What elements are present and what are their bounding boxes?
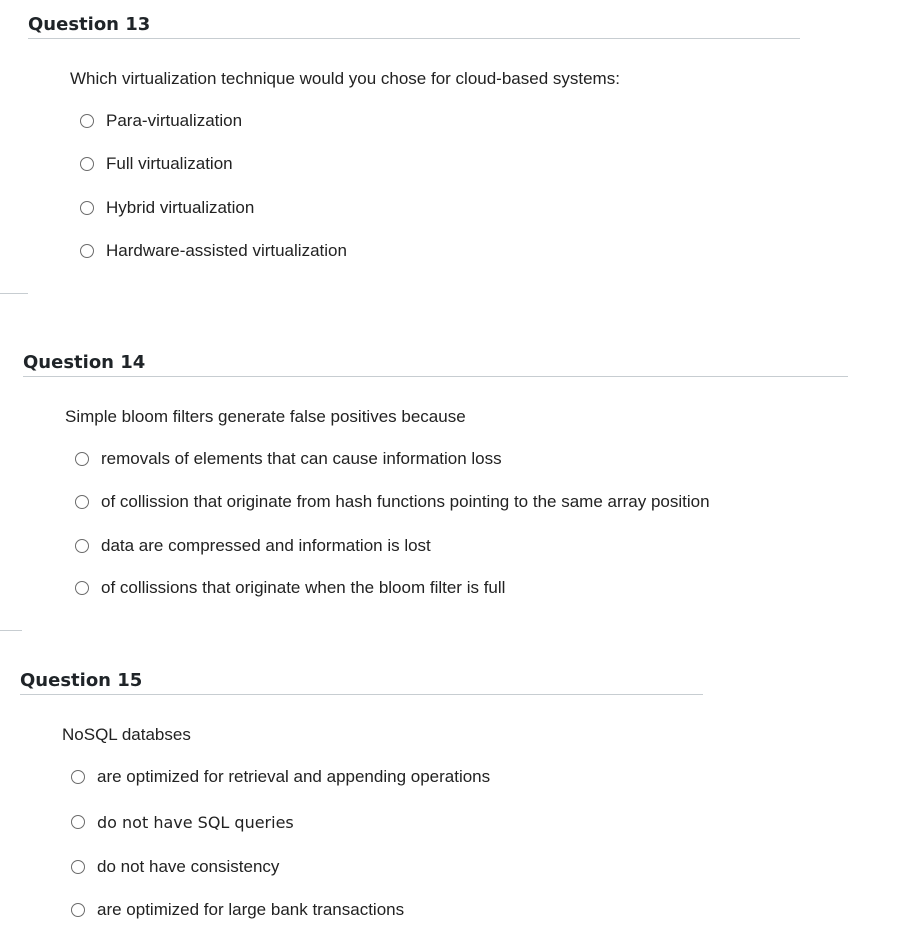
radio-button[interactable] xyxy=(80,114,94,128)
radio-button[interactable] xyxy=(71,903,85,917)
divider xyxy=(0,630,22,631)
question-text: Which virtualization technique would you chose for cloud-based systems: xyxy=(70,69,620,88)
question-title: Question 14 xyxy=(23,352,146,373)
answer-option[interactable] xyxy=(80,152,233,176)
radio-button[interactable] xyxy=(80,157,94,171)
question-header xyxy=(28,6,800,39)
radio-button[interactable] xyxy=(75,539,89,553)
question-text: Simple bloom filters generate false positives because xyxy=(65,407,466,426)
answer-label: do not have SQL queries xyxy=(97,812,294,832)
answer-label: Hardware-assisted virtualization xyxy=(106,241,347,260)
divider xyxy=(0,293,28,294)
answer-label: are optimized for retrieval and appending operations xyxy=(97,767,491,786)
answer-option[interactable] xyxy=(71,855,279,879)
answer-option[interactable] xyxy=(80,239,347,263)
answer-label: Full virtualization xyxy=(106,154,233,173)
question-header xyxy=(23,344,848,377)
answer-option[interactable] xyxy=(71,810,294,834)
answer-label: do not have consistency xyxy=(97,857,280,876)
answer-label: data are compressed and information is lost xyxy=(101,536,431,555)
answer-label: Hybrid virtualization xyxy=(106,198,255,217)
answer-option[interactable] xyxy=(75,447,502,471)
answer-label: removals of elements that can cause information loss xyxy=(101,449,502,468)
radio-button[interactable] xyxy=(80,201,94,215)
answer-option[interactable] xyxy=(80,109,242,133)
radio-button[interactable] xyxy=(71,860,85,874)
question-title: Question 13 xyxy=(28,14,151,35)
radio-button[interactable] xyxy=(80,244,94,258)
radio-button[interactable] xyxy=(75,581,89,595)
radio-button[interactable] xyxy=(71,770,85,784)
answer-option[interactable] xyxy=(71,898,404,922)
question-14 xyxy=(23,344,848,614)
answer-label: of collissions that originate when the bloom filter is full xyxy=(101,578,506,597)
radio-button[interactable] xyxy=(71,815,85,829)
answer-label: Para-virtualization xyxy=(106,111,243,130)
answer-option[interactable] xyxy=(71,765,490,789)
radio-button[interactable] xyxy=(75,495,89,509)
answer-label: are optimized for large bank transactions xyxy=(97,900,405,919)
answer-option[interactable] xyxy=(80,196,254,220)
question-13 xyxy=(28,6,800,276)
question-header xyxy=(20,662,703,695)
answer-option[interactable] xyxy=(75,576,505,600)
answer-label: of collission that originate from hash functions pointing to the same array position xyxy=(101,492,710,511)
question-15 xyxy=(20,662,703,927)
answer-option[interactable] xyxy=(75,490,710,514)
answer-option[interactable] xyxy=(75,534,431,558)
radio-button[interactable] xyxy=(75,452,89,466)
question-title: Question 15 xyxy=(20,670,143,691)
question-text: NoSQL databses xyxy=(62,725,191,744)
